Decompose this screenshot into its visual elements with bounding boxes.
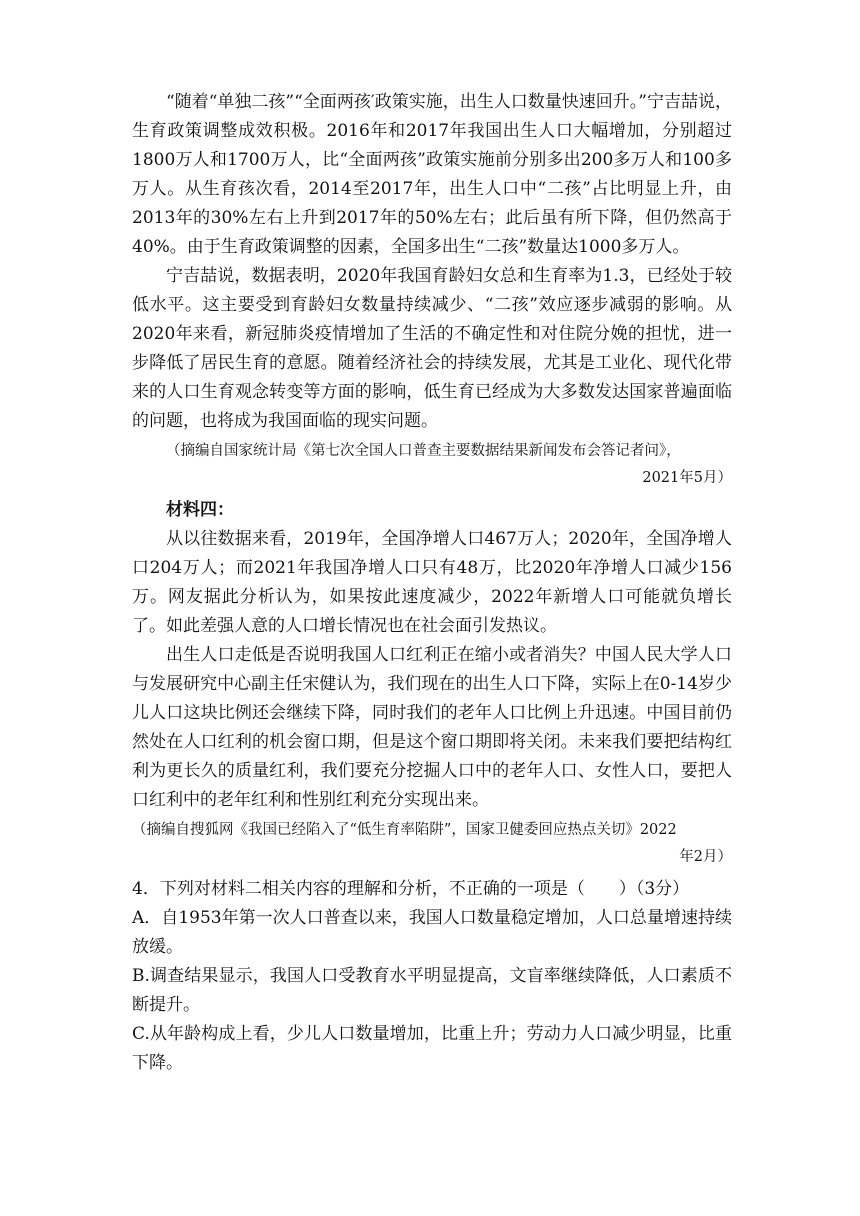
- section-heading: 材料四：: [166, 500, 234, 520]
- source-citation-date: 2021年5月）: [642, 470, 732, 486]
- paragraph: “随着“单独二孩”“全面两孩′政策实施，出生人口数量快速回升。”宁吉喆说，生育政策调整成效积极。2016年和2017年我国出生人口大幅增加，分别超过1800万人和1700万人，比“全面两孩”政策实施前分别多出200多万人和100多万人。从生育孩次看，2014至2017年，出生人口中“二孩”占比明显上升，由2013年的30%左右上升到2017年的50%左右；此后虽有所下降，但仍然高于40%。由于生育政策调整的因素，全国多出生“二孩”数量达1000多万人。: [132, 92, 732, 257]
- paragraph: 出生人口走低是否说明我国人口红利正在缩小或者消失？中国人民大学人口与发展研究中心副主任宋健认为，我们现在的出生人口下降，实际上在0-14岁少儿人口这块比例还会继续下降，同时我们的老年人口比例上升迅速。中国目前仍然处在人口红利的机会窗口期，但是这个窗口期即将关闭。未来我们要把结构红利为更长久的质量红利，我们要充分挖掘人口中的老年人口、女性人口，要把人口红利中的老年红利和性别红利充分实现出来。: [132, 645, 732, 810]
- paragraph: 宁吉喆说，数据表明，2020年我国育龄妇女总和生育率为1.3，已经处于较低水平。这主要受到育龄妇女数量持续减少、“二孩”效应逐步减弱的影响。从2020年来看，新冠肺炎疫情增加了生活的不确定性和对住院分娩的担忧，进一步降低了居民生育的意愿。随着经济社会的持续发展，尤其是工业化、现代化带来的人口生育观念转变等方面的影响，低生育已经成为大多数发达国家普遍面临的问题，也将成为我国面临的现实问题。: [132, 266, 732, 431]
- question-option-b: B.调查结果显示，我国人口受教育水平明显提高，文盲率继续降低，人口素质不断提升。: [132, 966, 732, 1015]
- question-option-c: C.从年龄构成上看，少儿人口数量增加，比重上升；劳动力人口减少明显，比重下降。: [132, 1024, 732, 1073]
- question-stem: 4．下列对材料二相关内容的理解和分析，不正确的一项是（ ）（3分）: [132, 879, 690, 899]
- document-page: [132, 88, 732, 1078]
- source-citation: （摘编自搜狐网《我国已经陷入了“低生育率陷阱”，国家卫健委回应热点关切》2022: [132, 822, 677, 838]
- question-option-a: A．自1953年第一次人口普查以来，我国人口数量稳定增加，人口总量增速持续放缓。: [132, 908, 732, 957]
- source-citation-date: 年2月）: [679, 849, 732, 865]
- source-citation: （摘编自国家统计局《第七次全国人口普查主要数据结果新闻发布会答记者问》，: [166, 443, 681, 459]
- paragraph: 从以往数据来看，2019年，全国净增人口467万人；2020年，全国净增人口204万人；而2021年我国净增人口只有48万，比2020年净增人口减少156万。网友据此分析认为，如果按此速度减少，2022年新增人口可能就负增长了。如此差强人意的人口增长情况也在社会面引发热议。: [132, 529, 732, 636]
